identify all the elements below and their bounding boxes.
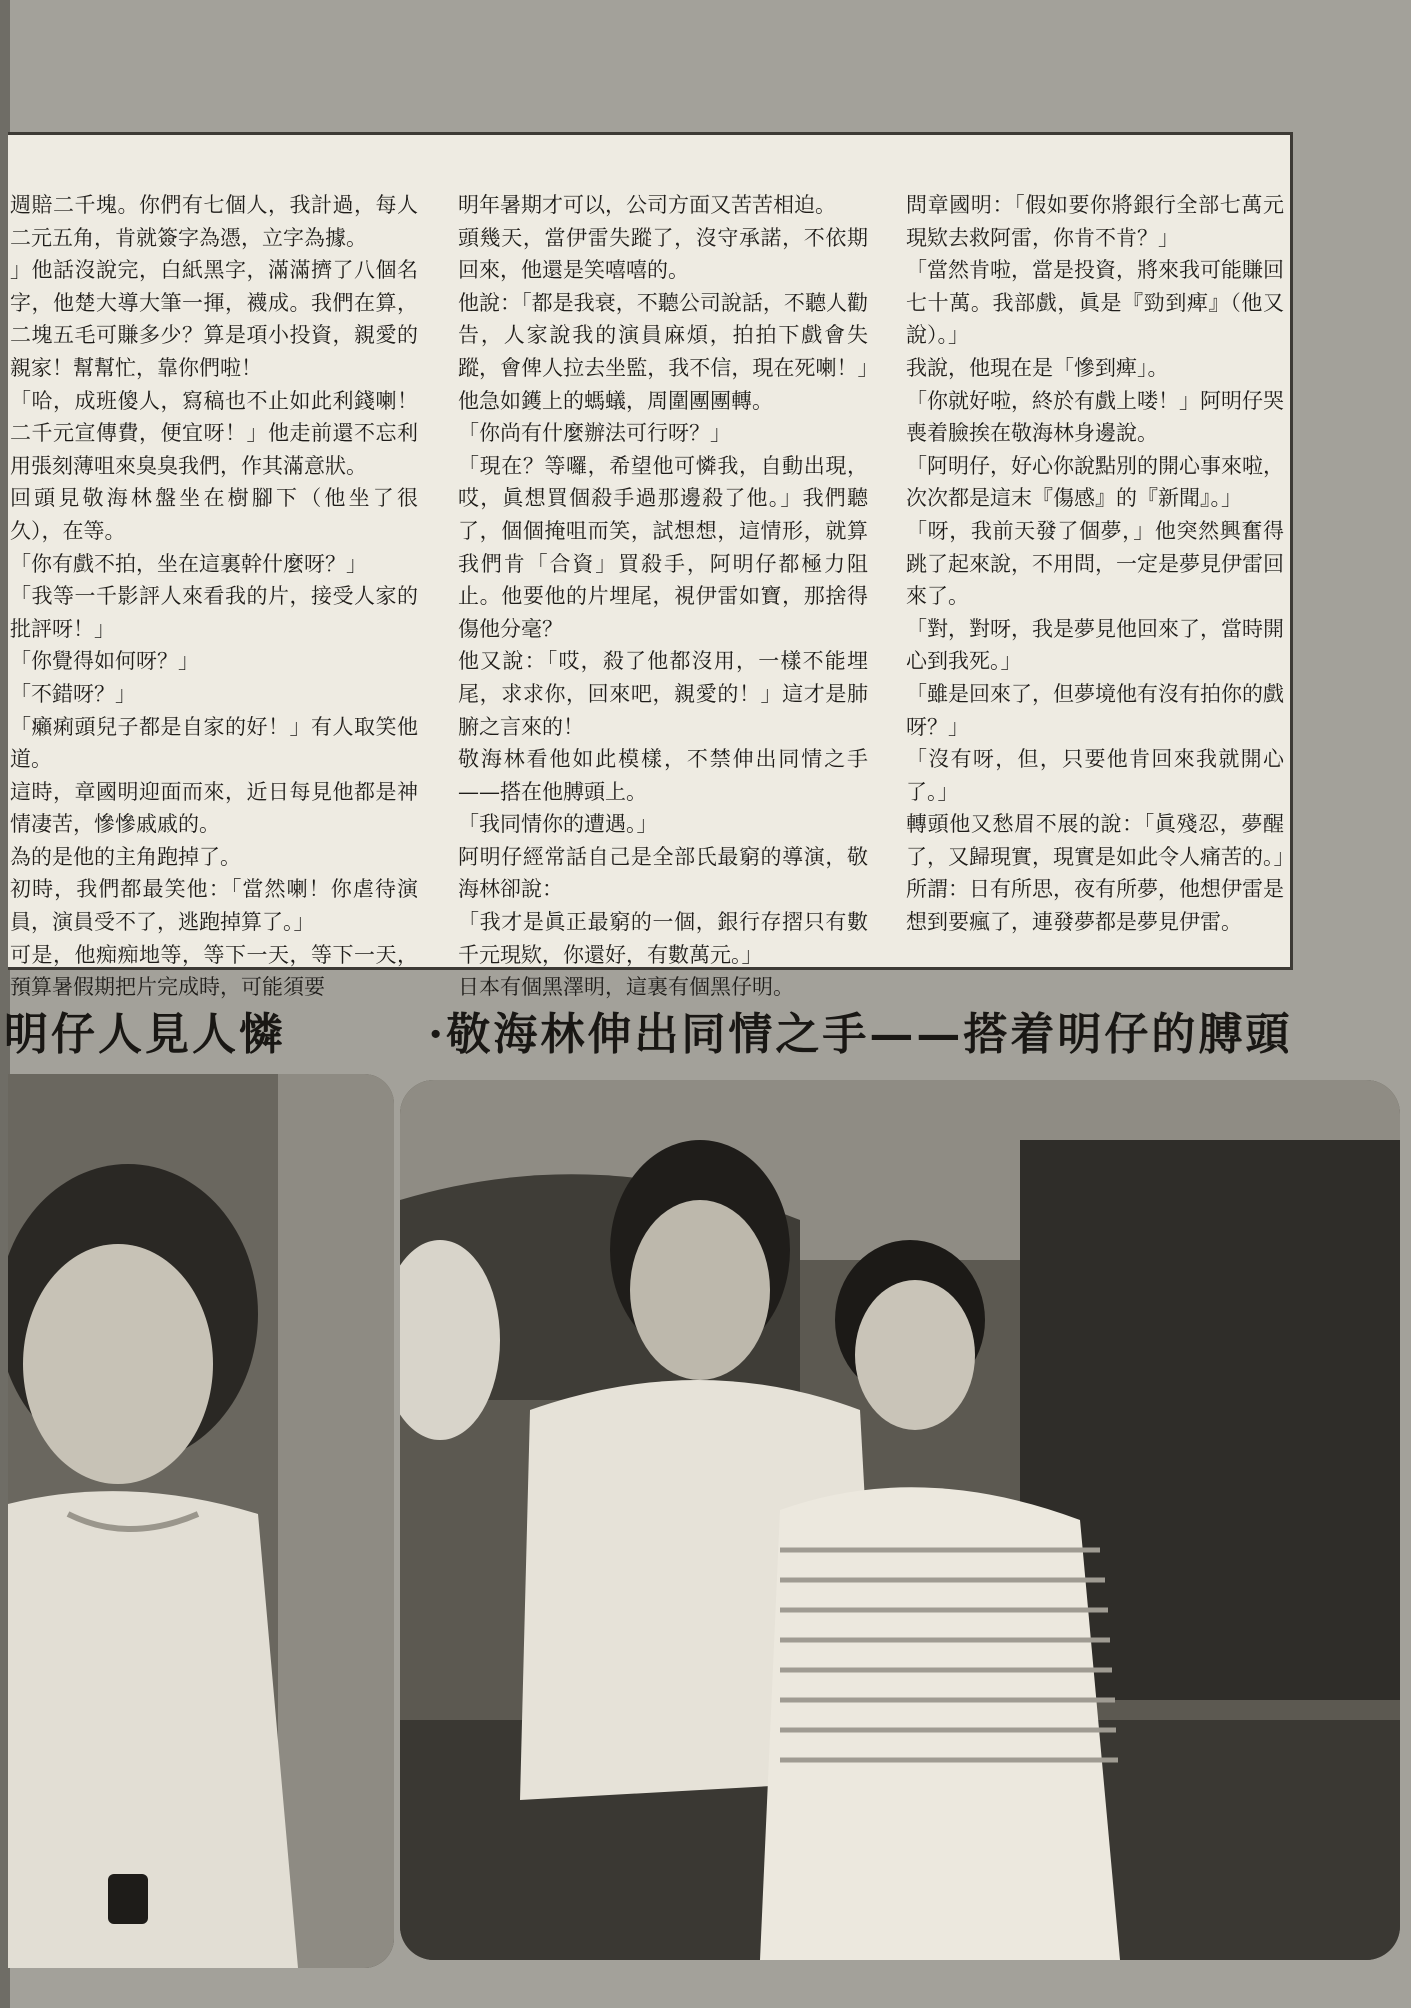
paragraph: 「當然肯啦，當是投資，將來我可能賺回七十萬。我部戲，眞是『勁到痺』（他又說）。」 bbox=[906, 258, 1284, 348]
paragraph: 阿明仔經常話自己是全部氏最窮的導演，敬海林卻說： bbox=[458, 844, 868, 902]
paragraph: 」他話沒說完，白紙黑字，滿滿擠了八個名字，他楚大導大筆一揮，襪成。我們在算，二塊五毛可賺多少？算是項小投資，親愛的親家！幫幫忙，靠你們啦！ bbox=[10, 258, 418, 380]
paragraph: 「現在？等囉，希望他可憐我，自動出現，哎，眞想買個殺手過那邊殺了他。」我們聽了，個個掩咀而笑，試想想，這情形，就算我們肯「合資」買殺手，阿明仔都極力阻止。他要他的片埋尾，視伊雷如寶，那捨得傷他分毫？ bbox=[458, 453, 868, 641]
paragraph: 初時，我們都最笑他：「當然喇！你虐待演員，演員受不了，逃跑掉算了。」 bbox=[10, 877, 418, 935]
paragraph: 他又說：「哎，殺了他都沒用，一樣不能埋尾，求求你，回來吧，親愛的！」這才是肺腑之言來的！ bbox=[458, 649, 868, 739]
paragraph: 可是，他痴痴地等，等下一天，等下一天，預算暑假期把片完成時，可能須要 bbox=[10, 942, 418, 1000]
paragraph: 「癩痢頭兒子都是自家的好！」有人取笑他道。 bbox=[10, 714, 418, 772]
photo-left-illustration bbox=[8, 1074, 394, 1968]
paragraph: 問章國明：「假如要你將銀行全部七萬元現欵去救阿雷，你肯不肯？」 bbox=[906, 193, 1284, 250]
paragraph: 頭幾天，當伊雷失蹤了，沒守承諾，不依期回來，他還是笑嘻嘻的。 bbox=[458, 225, 868, 283]
paragraph: 「我同情你的遭遇。」 bbox=[458, 812, 658, 837]
paragraph: 敬海林看他如此模樣，不禁伸出同情之手——搭在他膊頭上。 bbox=[458, 747, 868, 804]
photo-caption-right: ·敬海林伸出同情之手——搭着明仔的膊頭 bbox=[428, 1009, 1293, 1060]
paragraph: 「你覺得如何呀？」 bbox=[10, 649, 199, 674]
paragraph: 「你有戲不拍，坐在這裏幹什麼呀？」 bbox=[10, 551, 367, 576]
paragraph: 日本有個黑澤明，這裏有個黑仔明。 bbox=[458, 975, 794, 1000]
paragraph: 「阿明仔，好心你說點別的開心事來啦，次次都是這末『傷感』的『新聞』。」 bbox=[906, 453, 1284, 511]
paragraph: 轉頭他又愁眉不展的說：「眞殘忍，夢醒了，又歸現實，現實是如此令人痛苦的。」 bbox=[906, 812, 1295, 869]
article-column-1 bbox=[10, 189, 418, 1004]
paragraph: 「對，對呀，我是夢見他回來了，當時開心到我死。」 bbox=[906, 616, 1284, 674]
photo-left-man-portrait bbox=[8, 1074, 394, 1968]
paragraph: 「呀，我前天發了個夢，」他突然興奮得跳了起來說，不用問，一定是夢見伊雷回來了。 bbox=[906, 518, 1284, 609]
paragraph: 所謂：日有所思，夜有所夢，他想伊雷是想到要瘋了，連發夢都是夢見伊雷。 bbox=[906, 877, 1284, 935]
paragraph: 「雖是回來了，但夢境他有沒有拍你的戲呀？」 bbox=[906, 681, 1284, 739]
paragraph: 「我等一千影評人來看我的片，接受人家的批評呀！」 bbox=[10, 584, 418, 641]
paragraph: 週賠二千塊。你們有七個人，我計過，每人二元五角，肯就簽字為憑，立字為據。 bbox=[10, 193, 418, 250]
paragraph: 他說：「都是我衰，不聽公司說話，不聽人勸告，人家說我的演員麻煩，拍拍下戲會失蹤，會俾人拉去坐監，我不信，現在死喇！」他急如鑊上的螞蟻，周圍團團轉。 bbox=[458, 290, 868, 413]
paragraph: 「哈，成班傻人，寫稿也不止如此利錢喇！二千元宣傳費，便宜呀！」他走前還不忘利用張刻薄咀來臭臭我們，作其滿意狀。 bbox=[10, 388, 418, 478]
paragraph: 「沒有呀，但，只要他肯回來我就開心了。」 bbox=[906, 747, 1284, 804]
paragraph: 為的是他的主角跑掉了。 bbox=[10, 844, 241, 869]
paragraph: 回頭見敬海林盤坐在樹腳下（他坐了很久），在等。 bbox=[10, 486, 418, 543]
paragraph: 「你尚有什麼辦法可行呀？」 bbox=[458, 421, 731, 446]
paragraph: 我說，他現在是「慘到痺」。 bbox=[906, 355, 1169, 380]
article-column-2 bbox=[458, 189, 868, 1004]
photo-right-two-men bbox=[400, 1080, 1400, 1960]
paragraph: 「你就好啦，終於有戲上喽！」阿明仔哭喪着臉挨在敬海林身邊說。 bbox=[906, 388, 1284, 446]
article-text-panel bbox=[8, 132, 1295, 1000]
paragraph: 這時，章國明迎面而來，近日每見他都是神情凄苦，慘慘戚戚的。 bbox=[10, 779, 418, 837]
article-column-3 bbox=[906, 189, 1295, 939]
paragraph: 「我才是眞正最窮的一個，銀行存摺只有數千元現欵，你還好，有數萬元。」 bbox=[458, 910, 868, 967]
paragraph: 明年暑期才可以，公司方面又苦苦相迫。 bbox=[458, 193, 836, 217]
photo-caption-left: 明仔人見人憐 bbox=[4, 1009, 286, 1060]
photo-right-illustration bbox=[400, 1080, 1400, 1960]
paragraph: 「不錯呀？」 bbox=[10, 681, 136, 706]
